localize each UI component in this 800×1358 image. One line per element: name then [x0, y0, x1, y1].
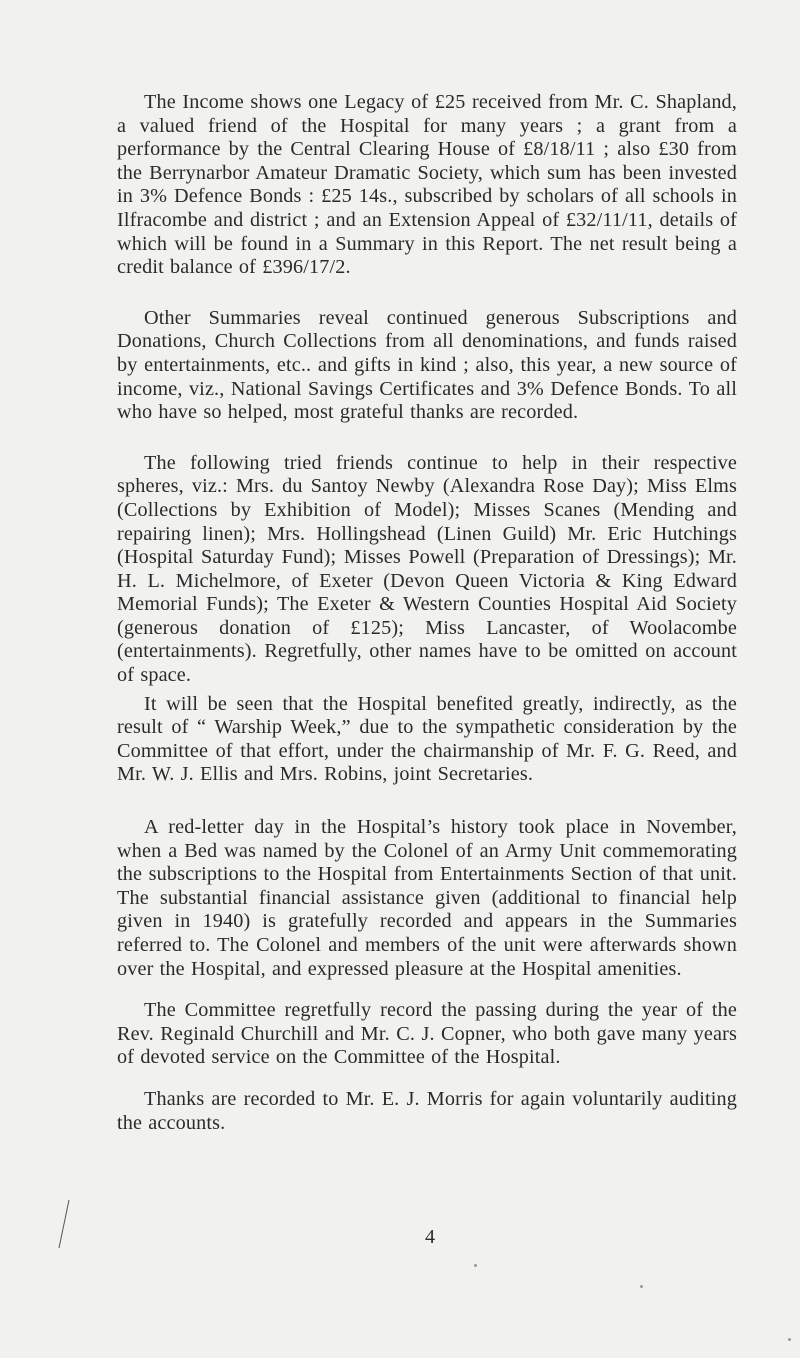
page-number: 4: [425, 1226, 435, 1248]
body-text: [117, 91, 737, 1135]
paper-speck: [788, 1338, 791, 1341]
paper-speck: [640, 1285, 643, 1288]
paragraph-warship-week: It will be seen that the Hospital benefited greatly, indirectly, as the result of “ Warship Week,” due to the sympathetic consideration by the Committee of that effort, under the chairmanship of Mr. F. G. Reed, and Mr. W. J. Ellis and Mrs. Robins, joint Secretaries.: [117, 692, 737, 786]
paragraph-summaries: Other Summaries reveal continued generous Subscriptions and Donations, Church Collections from all denominations, and funds raised by entertainments, etc.. and gifts in kind ; also, this year, a new source of income, viz., National Savings Certificates and 3% Defence Bonds. To all who have so helped, most grateful thanks are recorded.: [117, 306, 737, 424]
paragraph-red-letter-day: A red-letter day in the Hospital’s history took place in November, when a Bed was named by the Colonel of an Army Unit commemorating the subscriptions to the Hospital from Entertainments Section of that unit. The substantial financial assistance given (additional to financial help given in 1940) is gratefully recorded and appears in the Summaries referred to. The Colonel and members of the unit were afterwards shown over the Hospital, and expressed pleasure at the Hospital amenities.: [117, 816, 737, 980]
paper-speck: [474, 1264, 477, 1267]
paragraph-committee: The Committee regretfully record the passing during the year of the Rev. Reginald Churchill and Mr. C. J. Copner, who both gave many years of devoted service on the Committee of the Hospital.: [117, 999, 737, 1069]
margin-pencil-mark: [57, 1198, 71, 1250]
paragraph-thanks: Thanks are recorded to Mr. E. J. Morris for again voluntarily auditing the accounts.: [117, 1087, 737, 1134]
paragraph-income: The Income shows one Legacy of £25 received from Mr. C. Shapland, a valued friend of the Hospital for many years ; a grant from a performance by the Central Clearing House of £8/18/11 ; also £30 from the Berrynarbor Amateur Dramatic Society, which sum has been invested in 3% Defence Bonds : £25 14s., subscribed by scholars of all schools in Ilfracombe and district ; and an Extension Appeal of £32/11/11, details of which will be found in a Summary in this Report. The net result being a credit balance of £396/17/2.: [117, 91, 737, 279]
paragraph-friends: The following tried friends continue to help in their respective spheres, viz.: Mrs. du Santoy Newby (Alexandra Rose Day); Miss Elms (Collections by Exhibition of Model); Misses Scanes (Mending and repairing linen); Mrs. Hollingshead (Linen Guild) Mr. Eric Hutchings (Hospital Saturday Fund); Misses Powell (Preparation of Dressings); Mr. H. L. Michelmore, of Exeter (Devon Queen Victoria & King Edward Memorial Funds); The Exeter & Western Counties Hospital Aid Society (generous donation of £125); Miss Lancaster, of Woolacombe (entertainments). Regretfully, other names have to be omitted on account of space.: [117, 451, 737, 687]
